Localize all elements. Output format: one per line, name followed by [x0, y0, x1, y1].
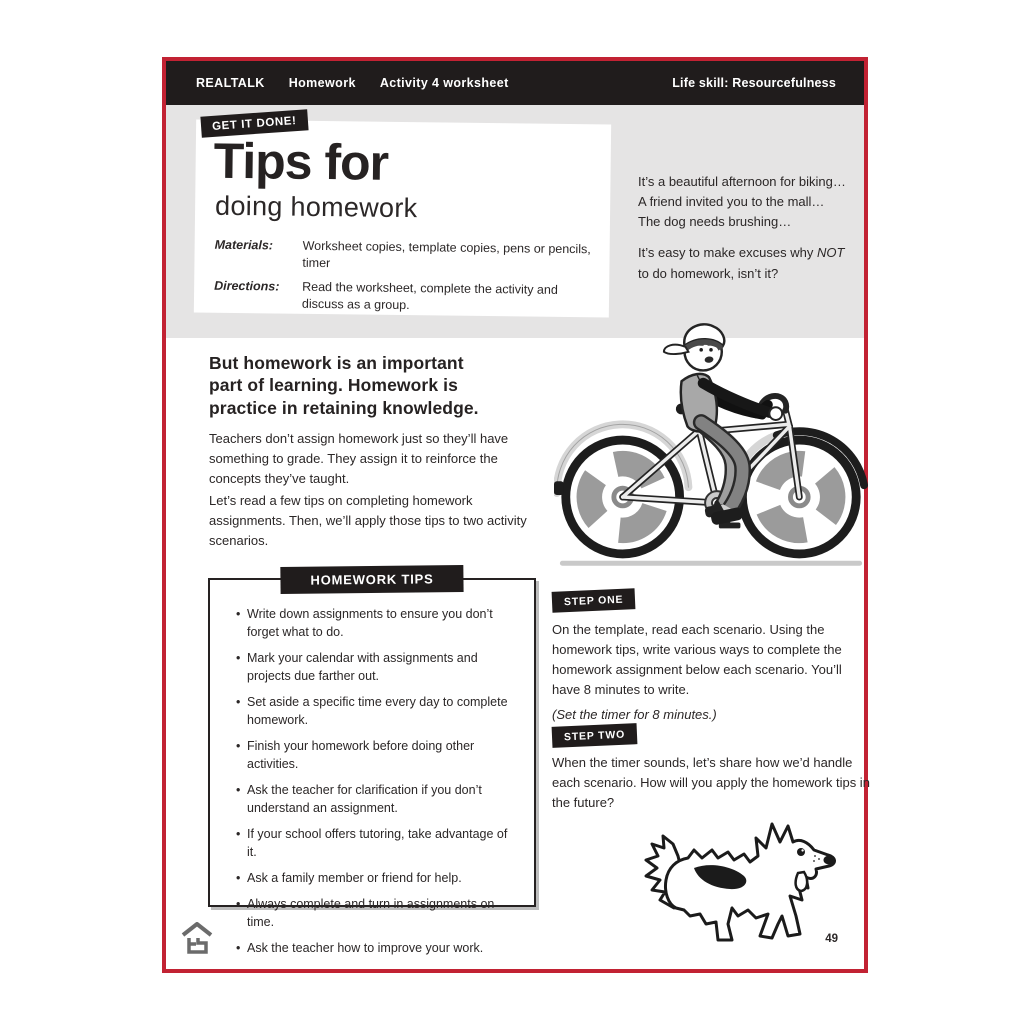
closing-line2: to do homework, isn’t it? [638, 265, 779, 281]
page-subtitle: doing homework [214, 190, 418, 224]
title-card [194, 119, 611, 317]
step-two-text: When the timer sounds, let’s share how we’d handle each scenario. How will you apply the homework tips in the future? [552, 755, 870, 811]
excuse-lines [638, 172, 876, 232]
excuse-line: The dog needs brushing… [638, 214, 792, 230]
step-two-badge: STEP TWO [552, 723, 638, 748]
section-label: Homework [288, 76, 356, 90]
header-breadcrumb [196, 76, 509, 90]
closing-prefix: It’s easy to make excuses why [638, 245, 817, 261]
step-one-text: On the template, read each scenario. Using the homework tips, write various ways to complete the homework assignment below each scenario. You’ll have 8 minutes to write. [552, 622, 842, 698]
tip-item: • Ask the teacher for clarification if you don’t understand an assignment. [236, 782, 520, 818]
intro-heading: But homework is an important part of learning. Homework is practice in retaining knowledge. [209, 353, 479, 418]
materials-value: Worksheet copies, template copies, pens or pencils, timer [302, 238, 591, 270]
tip-item: • If your school offers tutoring, take advantage of it. [236, 826, 520, 862]
excuse-line: A friend invited you to the mall… [638, 194, 825, 210]
page-title: Tips for [213, 132, 389, 191]
directions-label: Directions: [214, 278, 280, 294]
tip-item: • Finish your homework before doing other activities. [236, 738, 520, 774]
intro-paragraph-1: Teachers don’t assign homework just so they’ll have something to grade. They assign it to reinforce the concepts they’ve taught. [209, 431, 509, 487]
intro-paragraph-2: Let’s read a few tips on completing homework assignments. Then, we’ll apply those tips to two activity scenarios. [209, 493, 527, 549]
tip-item: • Ask a family member or friend for help. [236, 870, 520, 888]
excuses-block [638, 172, 876, 284]
tip-item: • Mark your calendar with assignments and projects due farther out. [236, 650, 520, 686]
excuses-closing [638, 243, 876, 283]
step-one-note: (Set the timer for 8 minutes.) [552, 707, 717, 722]
closing-emphasis: NOT [816, 245, 845, 261]
dog-illustration [610, 812, 860, 952]
worksheet-page [162, 57, 868, 973]
materials-label: Materials: [214, 237, 274, 253]
brand-label: REALTALK [196, 76, 265, 90]
homework-tips-box [208, 571, 536, 956]
excuse-line: It’s a beautiful afternoon for biking… [638, 174, 846, 189]
step-one-badge: STEP ONE [552, 588, 636, 613]
directions-value: Read the worksheet, complete the activity and discuss as a group. [301, 279, 558, 312]
tip-item: • Always complete and turn in assignments on time. [236, 896, 520, 932]
tip-item: • Set aside a specific time every day to complete homework. [236, 694, 520, 730]
life-skill-label: Life skill: Resourcefulness [672, 76, 836, 90]
subsection-label: Activity 4 worksheet [379, 76, 509, 90]
tip-item: • Write down assignments to ensure you don’t forget what to do. [236, 606, 520, 642]
tip-item: • Ask the teacher how to improve your work. [236, 940, 520, 958]
publisher-house-logo [179, 922, 215, 956]
homework-tips-title: HOMEWORK TIPS [280, 565, 463, 594]
homework-tips-list [236, 606, 520, 958]
materials-directions [214, 237, 593, 316]
top-header-bar [166, 61, 864, 105]
get-it-done-badge: GET IT DONE! [200, 109, 308, 137]
bicycle-illustration [554, 316, 868, 574]
page-number: 49 [825, 933, 838, 945]
